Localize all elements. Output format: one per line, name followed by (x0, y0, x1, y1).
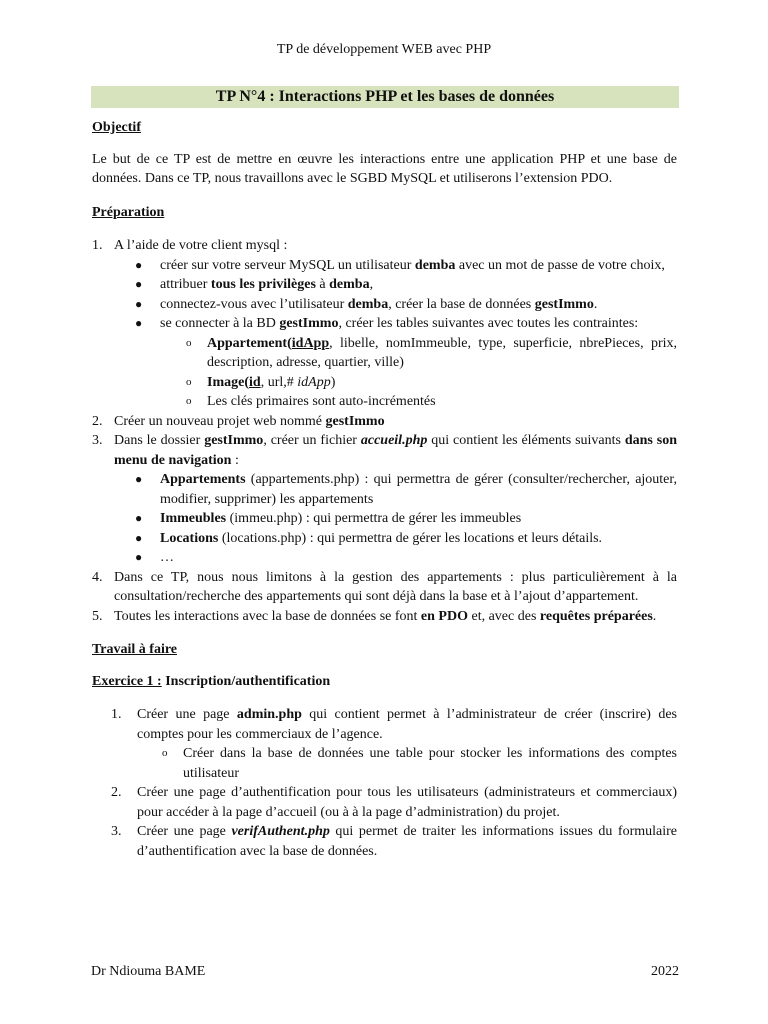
ex-item-2: 2. Créer une page d’authentification pour tous les utilisateurs (administrateurs et commerciaux) pour accéder à la page d’accueil (ou à à la page d’administration) du projet. (111, 785, 677, 820)
bullet-icon: ● (135, 530, 143, 545)
bullet-icon: ● (135, 277, 143, 291)
circle-bullet-icon: o (186, 336, 192, 349)
travail-heading: Travail à faire (92, 642, 178, 657)
exercice-heading: Exercice 1 : Inscription/authentification (92, 673, 331, 689)
bullet-icon: ● (135, 472, 143, 486)
menu-appartements: ● Appartements (appartements.php) : qui permettra de gérer (consulter/rechercher, ajouter, modifier, supprimer) les appartements (135, 472, 677, 507)
prep-item-2: 2. Créer un nouveau projet web nommé gestImmo (92, 413, 385, 429)
prep-item-4: 4. Dans ce TP, nous nous limitons à la gestion des appartements : plus particulièrement à la consultation/recherche des appartements qui sont déjà dans la base et à l’ajout d’appartement. (92, 569, 677, 604)
circle-bullet-icon: o (162, 747, 168, 759)
preparation-heading: Préparation (92, 204, 165, 220)
prep-item-3: 3. Dans le dossier gestImmo, créer un fichier accueil.php qui contient les éléments suivants dans son menu de navigation : (92, 433, 677, 468)
bullet-icon: ● (135, 257, 143, 272)
circle-bullet-icon: o (186, 395, 192, 407)
menu-immeubles: ● Immeubles (immeu.php) : qui permettra de gérer les immeubles (92, 509, 677, 529)
footer-year: 2022 (651, 964, 679, 979)
document-body (92, 118, 677, 861)
prep-bullet-3: ● connectez-vous avec l’utilisateur demba, créer la base de données gestImmo. (92, 295, 677, 315)
prep-item-5: 5. Toutes les interactions avec la base de données se font en PDO et, avec des requêtes préparées. (92, 608, 657, 624)
prep-bullet-4: ● se connecter à la BD gestImmo, créer les tables suivantes avec toutes les contraintes: (92, 314, 677, 334)
page-footer (91, 964, 679, 980)
bullet-icon: ● (135, 511, 143, 525)
table-image: o Image(id, url,# idApp) (92, 373, 677, 393)
menu-locations: ● Locations (locations.php) : qui permettra de gérer les locations et leurs détails. (92, 529, 677, 549)
bullet-icon: ● (135, 296, 143, 311)
objectif-heading: Objectif (92, 120, 141, 135)
circle-bullet-icon: o (186, 375, 192, 388)
footer-author: Dr Ndiouma BAME (91, 964, 206, 979)
ex-item-3: 3. Créer une page verifAuthent.php qui permet de traiter les informations issues du formulaire d’authentification avec la base de données. (111, 824, 678, 859)
ex-item-1: 1. Créer une page admin.php qui contient permet à l’administrateur de créer (inscrire) des comptes pour les commerciaux de l’agence. (111, 707, 677, 742)
bullet-icon: ● (135, 316, 143, 330)
document-title: TP N°4 : Interactions PHP et les bases de données (91, 86, 679, 108)
running-header: TP de développement WEB avec PHP (276, 42, 492, 57)
ex-item-1-sub: o Créer dans la base de données une table pour stocker les informations des comptes utilisateur (162, 746, 677, 781)
prep-item-1: 1. A l’aide de votre client mysql : (92, 238, 288, 253)
bullet-icon: ● (135, 550, 143, 564)
objectif-text: Le but de ce TP est de mettre en œuvre les interactions entre une application PHP et une base de données. Dans ce TP, nous travaillons avec le SGBD MySQL et utiliserons l’extension PDO. (92, 151, 677, 186)
menu-more: ● … (92, 548, 677, 568)
table-appartement: o Appartement(idApp, libelle, nomImmeuble, type, superficie, nbrePieces, prix, description, adresse, quartier, ville) (186, 335, 677, 370)
prep-bullet-2: ● attribuer tous les privilèges à demba, (92, 275, 677, 295)
prep-bullet-1: ● créer sur votre serveur MySQL un utilisateur demba avec un mot de passe de votre choix, (92, 256, 677, 276)
auto-increment-note: o Les clés primaires sont auto-incrémentés (92, 392, 677, 412)
